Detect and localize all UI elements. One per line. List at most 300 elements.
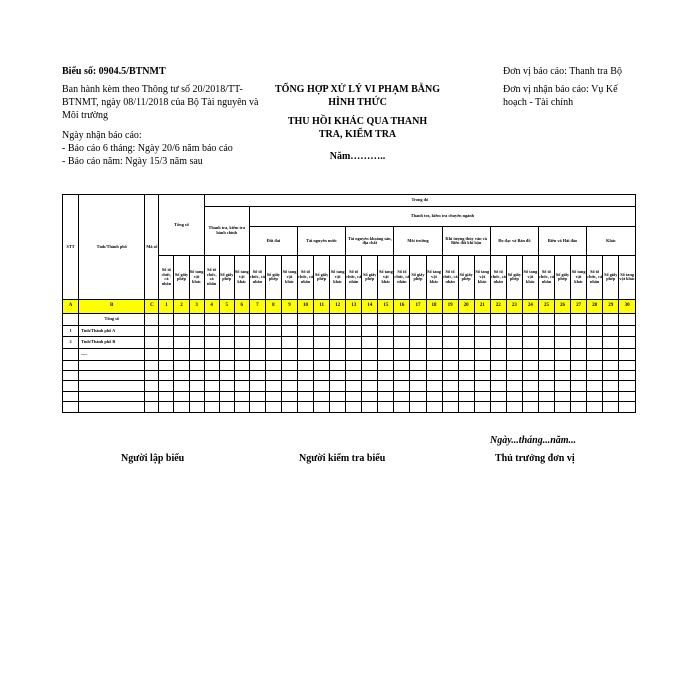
table-cell (314, 381, 330, 391)
table-cell (346, 360, 362, 370)
table-cell (394, 381, 410, 391)
table-cell (314, 391, 330, 401)
table-cell (571, 391, 587, 401)
table-cell (204, 314, 219, 326)
table-cell (555, 360, 571, 370)
table-cell (234, 370, 249, 380)
col-item-count: Số tang vật khác (522, 255, 538, 299)
table-cell (281, 349, 297, 361)
table-cell (426, 370, 442, 380)
letter-b: B (79, 299, 145, 314)
table-cell (603, 370, 619, 380)
table-cell (571, 314, 587, 326)
table-cell (362, 337, 378, 349)
table-cell (281, 402, 297, 413)
table-cell (587, 402, 603, 413)
table-cell (442, 381, 458, 391)
table-cell (174, 391, 189, 401)
table-cell (490, 370, 506, 380)
col-admin-inspection: Thanh tra, kiểm tra hành chính (204, 206, 249, 255)
table-cell (571, 370, 587, 380)
table-cell (298, 360, 314, 370)
table-cell (378, 337, 394, 349)
table-cell (362, 314, 378, 326)
table-cell (474, 314, 490, 326)
table-cell (234, 349, 249, 361)
table-cell (426, 381, 442, 391)
receive-date-label: Ngày nhận báo cáo: (62, 130, 142, 141)
table-cell (587, 314, 603, 326)
table-cell (426, 337, 442, 349)
table-cell (394, 370, 410, 380)
table-cell (330, 402, 346, 413)
field-meteorology: Khí tượng thủy văn và Biến đổi khí hậu (442, 227, 490, 255)
table-cell (234, 325, 249, 337)
table-cell (265, 381, 281, 391)
table-cell (249, 325, 265, 337)
table-cell (474, 349, 490, 361)
table-cell (619, 349, 636, 361)
column-number: 7 (249, 299, 265, 314)
col-item-count: Số tang vật khác (281, 255, 297, 299)
column-number: 25 (538, 299, 554, 314)
table-cell (538, 337, 554, 349)
table-cell (619, 381, 636, 391)
table-cell (394, 337, 410, 349)
table-cell (281, 325, 297, 337)
table-cell (145, 360, 159, 370)
table-cell (490, 325, 506, 337)
date-line: Ngày...tháng...năm... (490, 435, 577, 446)
table-cell (506, 381, 522, 391)
table-cell (265, 325, 281, 337)
table-cell (314, 314, 330, 326)
table-cell (538, 370, 554, 380)
column-number: 11 (314, 299, 330, 314)
column-number: 29 (603, 299, 619, 314)
column-number: 9 (281, 299, 297, 314)
table-cell (555, 370, 571, 380)
table-cell (330, 337, 346, 349)
table-cell (458, 381, 474, 391)
col-org-count: Số tổ chức, cá nhân (538, 255, 554, 299)
table-cell (603, 381, 619, 391)
column-number: 27 (571, 299, 587, 314)
column-number: 3 (189, 299, 204, 314)
table-cell (474, 337, 490, 349)
receive-date-6m: - Báo cáo 6 tháng: Ngày 20/6 năm báo cáo (62, 143, 233, 154)
table-cell (265, 349, 281, 361)
table-cell (603, 337, 619, 349)
table-cell (219, 402, 234, 413)
table-cell (281, 314, 297, 326)
table-cell (159, 381, 174, 391)
table-cell (410, 337, 426, 349)
row-stt (63, 349, 79, 361)
table-cell (378, 325, 394, 337)
table-cell (298, 370, 314, 380)
table-cell (571, 402, 587, 413)
table-cell (204, 337, 219, 349)
table-cell (219, 360, 234, 370)
column-number: 18 (426, 299, 442, 314)
table-cell (474, 370, 490, 380)
table-cell (603, 402, 619, 413)
table-cell (587, 381, 603, 391)
table-cell (426, 349, 442, 361)
table-cell (394, 349, 410, 361)
table-cell (145, 370, 159, 380)
table-cell (159, 402, 174, 413)
col-org-count: Số tổ chức, cá nhân (249, 255, 265, 299)
table-cell (219, 381, 234, 391)
table-cell (219, 325, 234, 337)
col-permit-count: Số giấy phép (265, 255, 281, 299)
field-survey: Đo đạc và Bản đồ (490, 227, 538, 255)
table-cell (189, 381, 204, 391)
table-cell (159, 337, 174, 349)
table-cell (219, 349, 234, 361)
col-org-count: Số tổ chức, cá nhân (159, 255, 174, 299)
table-cell (603, 325, 619, 337)
table-cell (394, 402, 410, 413)
table-row (63, 337, 636, 349)
table-cell (234, 337, 249, 349)
col-item-count: Số tang vật khác (571, 255, 587, 299)
table-cell (442, 349, 458, 361)
table-cell (506, 314, 522, 326)
table-cell (174, 370, 189, 380)
table-cell (426, 314, 442, 326)
column-number: 20 (458, 299, 474, 314)
table-cell (265, 402, 281, 413)
table-cell (281, 360, 297, 370)
table-cell (249, 337, 265, 349)
column-number: 24 (522, 299, 538, 314)
col-total: Tổng số (159, 195, 204, 256)
column-number: 28 (587, 299, 603, 314)
table-cell (298, 391, 314, 401)
col-permit-count: Số giấy phép (314, 255, 330, 299)
table-cell (249, 391, 265, 401)
column-number: 5 (219, 299, 234, 314)
table-cell (522, 349, 538, 361)
col-specialized-inspection: Thanh tra, kiểm tra chuyên ngành (249, 206, 635, 227)
table-cell (490, 349, 506, 361)
table-cell (204, 325, 219, 337)
table-cell (145, 381, 159, 391)
table-cell (362, 349, 378, 361)
field-sea-islands: Biển và Hải đảo (538, 227, 586, 255)
table-cell (522, 381, 538, 391)
table-cell (571, 349, 587, 361)
table-cell (619, 325, 636, 337)
table-cell (538, 325, 554, 337)
col-item-count: Số tang vật khác (189, 255, 204, 299)
table-cell (458, 349, 474, 361)
table-cell (159, 325, 174, 337)
table-cell (314, 370, 330, 380)
col-permit-count: Số giấy phép (362, 255, 378, 299)
column-number: 2 (174, 299, 189, 314)
table-cell (219, 314, 234, 326)
table-cell (362, 381, 378, 391)
table-cell (265, 370, 281, 380)
row-stt (63, 314, 79, 326)
table-cell (571, 381, 587, 391)
table-cell (362, 360, 378, 370)
table-cell (298, 402, 314, 413)
table-cell (159, 360, 174, 370)
table-cell (490, 360, 506, 370)
col-org-count: Số tổ chức, cá nhân (394, 255, 410, 299)
table-cell (204, 391, 219, 401)
table-cell (378, 370, 394, 380)
column-number: 15 (378, 299, 394, 314)
table-cell (234, 314, 249, 326)
form-code: Biểu số: 0904.5/BTNMT (62, 66, 166, 77)
column-number: 6 (234, 299, 249, 314)
col-item-count: Số tang vật khác (474, 255, 490, 299)
table-cell (603, 349, 619, 361)
table-cell (219, 391, 234, 401)
field-land: Đất đai (249, 227, 297, 255)
sign-checker: Người kiểm tra biểu (299, 453, 386, 464)
table-cell (538, 391, 554, 401)
table-cell (587, 360, 603, 370)
table-cell (346, 337, 362, 349)
table-cell (346, 391, 362, 401)
table-cell (506, 325, 522, 337)
issued-by: Ban hành kèm theo Thông tư số 20/2018/TT-BTNMT, ngày 08/11/2018 của Bộ Tài nguyên và Môi trường (62, 84, 259, 121)
table-cell (571, 325, 587, 337)
table-cell (219, 370, 234, 380)
table-cell (522, 402, 538, 413)
table-cell (458, 360, 474, 370)
table-cell (555, 349, 571, 361)
table-cell (538, 381, 554, 391)
table-cell (619, 337, 636, 349)
table-cell (281, 337, 297, 349)
table-cell (506, 370, 522, 380)
col-item-count: Số tang vật khác (619, 255, 636, 299)
table-cell (587, 337, 603, 349)
table-row (63, 360, 636, 370)
table-cell (234, 402, 249, 413)
table-cell (265, 360, 281, 370)
table-cell (362, 325, 378, 337)
table-cell (174, 402, 189, 413)
table-cell (458, 370, 474, 380)
column-number: 10 (298, 299, 314, 314)
table-cell (603, 314, 619, 326)
table-cell (522, 391, 538, 401)
row-name: Tỉnh/Thành phố B (79, 337, 145, 349)
table-cell (346, 314, 362, 326)
table-cell (571, 360, 587, 370)
table-cell (234, 381, 249, 391)
table-cell (189, 325, 204, 337)
table-cell (330, 391, 346, 401)
table-cell (330, 360, 346, 370)
col-org-count: Số tổ chức, cá nhân (442, 255, 458, 299)
table-cell (587, 325, 603, 337)
table-cell (204, 402, 219, 413)
table-cell (394, 360, 410, 370)
table-cell (362, 370, 378, 380)
row-name: Tỉnh/Thành phố A (79, 325, 145, 337)
table-cell (603, 360, 619, 370)
table-cell (346, 402, 362, 413)
report-title: TỔNG HỢP XỬ LÝ VI PHẠM BẰNG HÌNH THỨC (275, 84, 441, 108)
report-table (62, 194, 636, 413)
table-cell (174, 360, 189, 370)
table-cell (555, 402, 571, 413)
table-cell (189, 349, 204, 361)
table-cell (265, 337, 281, 349)
table-row (63, 325, 636, 337)
table-cell (330, 325, 346, 337)
column-number: 16 (394, 299, 410, 314)
receiving-unit: Đơn vị nhận báo cáo: Vụ Kế hoạch - Tài chính (503, 84, 618, 108)
column-number: 4 (204, 299, 219, 314)
table-cell (204, 349, 219, 361)
table-cell (442, 325, 458, 337)
column-number: 12 (330, 299, 346, 314)
table-cell (174, 314, 189, 326)
table-cell (522, 370, 538, 380)
col-stt: STT (63, 195, 79, 300)
table-cell (619, 370, 636, 380)
col-permit-count: Số giấy phép (219, 255, 234, 299)
table-cell (298, 325, 314, 337)
table-cell (330, 381, 346, 391)
table-cell (249, 370, 265, 380)
col-permit-count: Số giấy phép (555, 255, 571, 299)
table-cell (394, 314, 410, 326)
table-cell (555, 391, 571, 401)
table-cell (298, 314, 314, 326)
column-number: 14 (362, 299, 378, 314)
table-cell (394, 391, 410, 401)
table-cell (189, 370, 204, 380)
table-cell (474, 325, 490, 337)
col-code: Mã số (145, 195, 159, 300)
table-cell (522, 337, 538, 349)
table-cell (538, 349, 554, 361)
table-cell (442, 370, 458, 380)
field-water: Tài nguyên nước (298, 227, 346, 255)
table-cell (281, 391, 297, 401)
table-cell (145, 402, 159, 413)
table-row (63, 314, 636, 326)
table-cell (265, 314, 281, 326)
table-cell (587, 370, 603, 380)
col-item-count: Số tang vật khác (426, 255, 442, 299)
table-cell (410, 381, 426, 391)
table-cell (204, 370, 219, 380)
table-cell (281, 370, 297, 380)
col-org-count: Số tổ chức, cá nhân (346, 255, 362, 299)
table-cell (442, 360, 458, 370)
table-cell (474, 391, 490, 401)
col-org-count: Số tổ chức, cá nhân (204, 255, 219, 299)
table-cell (174, 325, 189, 337)
row-stt: 2 (63, 337, 79, 349)
column-number: 23 (506, 299, 522, 314)
table-cell (410, 314, 426, 326)
table-cell (522, 325, 538, 337)
table-cell (298, 349, 314, 361)
table-cell (249, 381, 265, 391)
table-cell (442, 391, 458, 401)
table-cell (474, 402, 490, 413)
table-cell (410, 360, 426, 370)
table-cell (159, 391, 174, 401)
year-line: Năm……….. (329, 151, 386, 162)
table-cell (314, 349, 330, 361)
letter-a: A (63, 299, 79, 314)
table-cell (378, 381, 394, 391)
table-row (63, 370, 636, 380)
col-permit-count: Số giấy phép (506, 255, 522, 299)
col-item-count: Số tang vật khác (234, 255, 249, 299)
table-cell (249, 360, 265, 370)
table-cell (204, 381, 219, 391)
table-cell (174, 349, 189, 361)
table-cell (298, 337, 314, 349)
table-cell (346, 370, 362, 380)
col-org-count: Số tổ chức, cá nhân (298, 255, 314, 299)
table-cell (265, 391, 281, 401)
table-cell (378, 314, 394, 326)
row-stt: 1 (63, 325, 79, 337)
table-cell (314, 325, 330, 337)
table-cell (362, 391, 378, 401)
table-row (63, 349, 636, 361)
table-cell (490, 337, 506, 349)
table-cell (490, 391, 506, 401)
col-org-count: Số tổ chức, cá nhân (490, 255, 506, 299)
col-org-count: Số tổ chức, cá nhân (587, 255, 603, 299)
col-item-count: Số tang vật khác (330, 255, 346, 299)
table-cell (330, 314, 346, 326)
table-cell (410, 402, 426, 413)
table-cell (249, 349, 265, 361)
sign-head: Thủ trưởng đơn vị (495, 453, 575, 464)
table-cell (490, 314, 506, 326)
table-cell (346, 381, 362, 391)
table-cell (442, 337, 458, 349)
table-cell (619, 402, 636, 413)
table-cell (378, 360, 394, 370)
table-cell (587, 391, 603, 401)
col-permit-count: Số giấy phép (410, 255, 426, 299)
table-cell (378, 402, 394, 413)
table-cell (145, 325, 159, 337)
col-permit-count: Số giấy phép (174, 255, 189, 299)
table-cell (426, 360, 442, 370)
column-number: 17 (410, 299, 426, 314)
row-name: Tổng số (79, 314, 145, 326)
table-cell (410, 349, 426, 361)
table-cell (189, 402, 204, 413)
table-cell (378, 349, 394, 361)
table-cell (587, 349, 603, 361)
table-cell (442, 314, 458, 326)
table-cell (346, 325, 362, 337)
table-cell (458, 402, 474, 413)
